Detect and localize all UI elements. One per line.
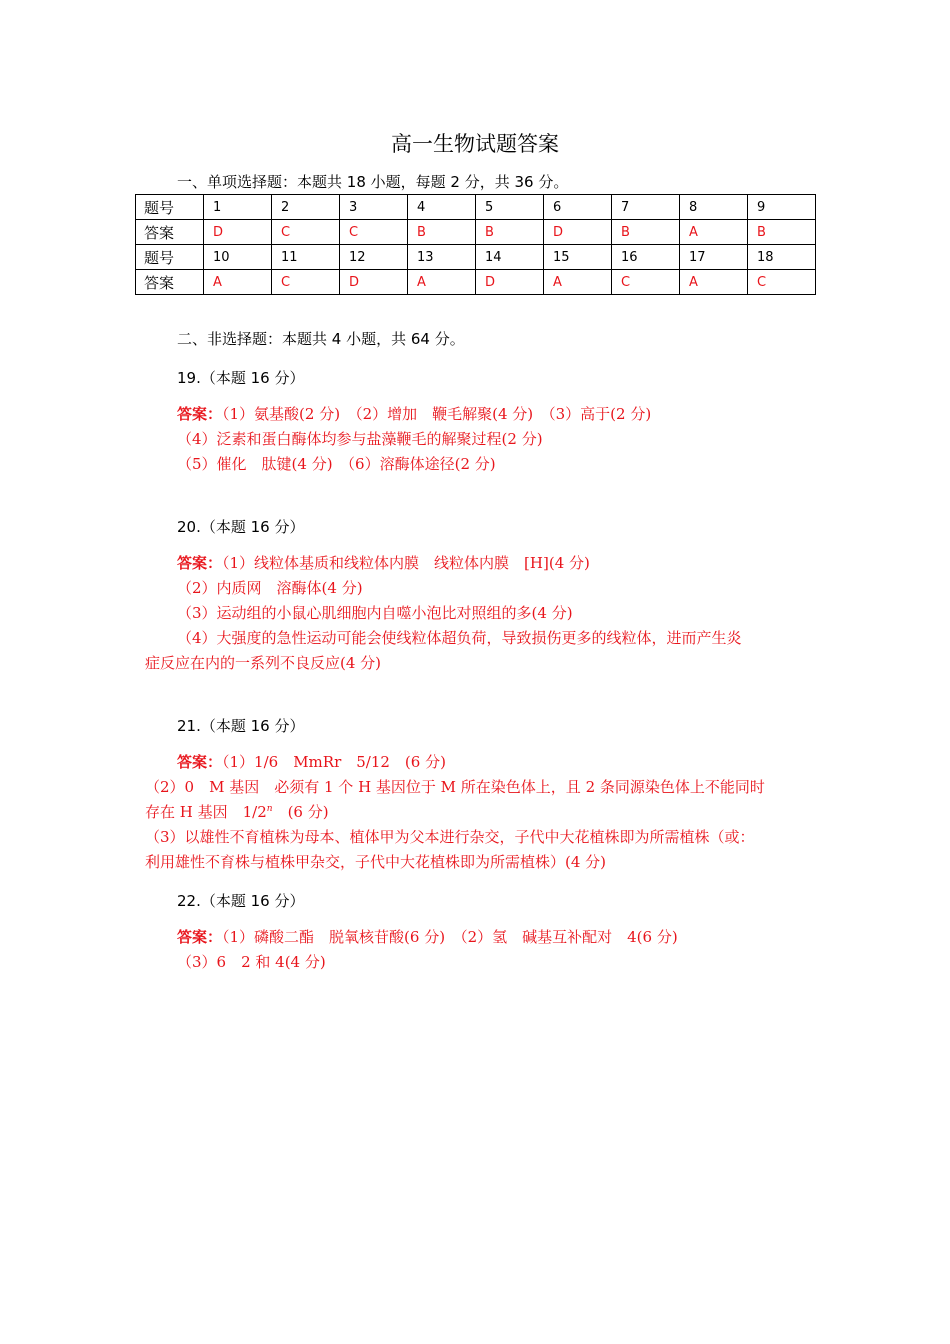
q22-heading: 22.（本题 16 分） (177, 892, 305, 910)
q20-answer-line-5: 症反应在内的一系列不良反应(4 分) (145, 654, 382, 672)
table-row (136, 270, 816, 295)
q21-answer-line-4: （3）以雄性不育植株为母本、植体甲为父本进行杂交，子代中大花植株即为所需植株（或： (145, 828, 755, 846)
row-label: 题号 (136, 195, 204, 220)
answer-choice: C (612, 270, 680, 295)
answer-choice: A (544, 270, 612, 295)
answer-choice: B (408, 220, 476, 245)
answer-choice: C (340, 220, 408, 245)
q21-answer-line-5: 利用雄性不育株与植株甲杂交，子代中大花植株即为所需植株）(4 分) (145, 853, 607, 871)
question-number: 5 (476, 195, 544, 220)
table-row (136, 245, 816, 270)
answer-label: 答案： (177, 753, 223, 771)
q19-answer-line-1 (177, 403, 651, 424)
question-number: 8 (680, 195, 748, 220)
q22-answer-line-2: （3）6 2 和 4(4 分) (177, 953, 326, 971)
q20-answer-line-4: （4）大强度的急性运动可能会使线粒体超负荷，导致损伤更多的线粒体，进而产生炎 (177, 629, 742, 647)
answer-choice: C (272, 220, 340, 245)
question-number: 16 (612, 245, 680, 270)
question-number: 4 (408, 195, 476, 220)
answer-choice: C (272, 270, 340, 295)
question-number: 14 (476, 245, 544, 270)
answer-choice: A (204, 270, 272, 295)
q21-answer-line-3 (145, 801, 329, 822)
answer-choice: D (340, 270, 408, 295)
q20-answer-line-2: （2）内质网 溶酶体(4 分) (177, 579, 363, 597)
q19-answer-line-3: （5）催化 肽键(4 分) （6）溶酶体途径(2 分) (177, 455, 496, 473)
question-number: 2 (272, 195, 340, 220)
answer-choice: B (476, 220, 544, 245)
answer-choice: A (680, 220, 748, 245)
q19-text-1: （1）氨基酸(2 分) （2）增加 鞭毛解聚(4 分) （3）高于(2 分) (222, 405, 652, 423)
q22-answer-line-1 (177, 926, 678, 947)
question-number: 18 (748, 245, 816, 270)
section-1-heading: 一、单项选择题：本题共 18 小题，每题 2 分，共 36 分。 (177, 173, 569, 191)
row-label: 答案 (136, 270, 204, 295)
question-number: 13 (408, 245, 476, 270)
q19-heading: 19.（本题 16 分） (177, 369, 305, 387)
q22-text-1: （1）磷酸二酯 脱氧核苷酸(6 分) （2）氢 碱基互补配对 4(6 分) (222, 928, 678, 946)
question-number: 3 (340, 195, 408, 220)
answer-choice: D (204, 220, 272, 245)
question-number: 6 (544, 195, 612, 220)
q19-answer-line-2: （4）泛素和蛋白酶体均参与盐藻鞭毛的解聚过程(2 分) (177, 430, 543, 448)
answer-choice: C (748, 270, 816, 295)
answer-choice: D (544, 220, 612, 245)
table-row (136, 195, 816, 220)
answer-choice: B (748, 220, 816, 245)
q20-answer-line-3: （3）运动组的小鼠心肌细胞内自噬小泡比对照组的多(4 分) (177, 604, 573, 622)
answer-label: 答案： (177, 928, 223, 946)
q21-text-1: （1）1/6 MmRr 5/12 (6 分) (222, 753, 446, 771)
question-number: 10 (204, 245, 272, 270)
row-label: 答案 (136, 220, 204, 245)
answer-choice: D (476, 270, 544, 295)
answer-choice: A (408, 270, 476, 295)
q21-heading: 21.（本题 16 分） (177, 717, 305, 735)
q21-text-3a: 存在 H 基因 1/2 (145, 803, 267, 821)
question-number: 12 (340, 245, 408, 270)
question-number: 9 (748, 195, 816, 220)
question-number: 1 (204, 195, 272, 220)
answer-table (135, 194, 816, 295)
row-label: 题号 (136, 245, 204, 270)
question-number: 11 (272, 245, 340, 270)
question-number: 15 (544, 245, 612, 270)
q20-text-1: （1）线粒体基质和线粒体内膜 线粒体内膜 [H](4 分) (222, 554, 590, 572)
question-number: 7 (612, 195, 680, 220)
q21-answer-line-2: （2）0 M 基因 必须有 1 个 H 基因位于 M 所在染色体上，且 2 条同源染色体上不能同时 (145, 778, 765, 796)
section-2-heading: 二、非选择题：本题共 4 小题，共 64 分。 (177, 330, 465, 348)
q21-text-3b: (6 分) (272, 803, 329, 821)
question-number: 17 (680, 245, 748, 270)
answer-choice: B (612, 220, 680, 245)
answer-label: 答案： (177, 405, 223, 423)
table-row (136, 220, 816, 245)
answer-label: 答案： (177, 554, 223, 572)
page-title: 高一生物试题答案 (391, 132, 559, 156)
answer-choice: A (680, 270, 748, 295)
q21-exponent: n (266, 804, 273, 814)
q20-answer-line-1 (177, 552, 590, 573)
q20-heading: 20.（本题 16 分） (177, 518, 305, 536)
q21-answer-line-1 (177, 751, 446, 772)
